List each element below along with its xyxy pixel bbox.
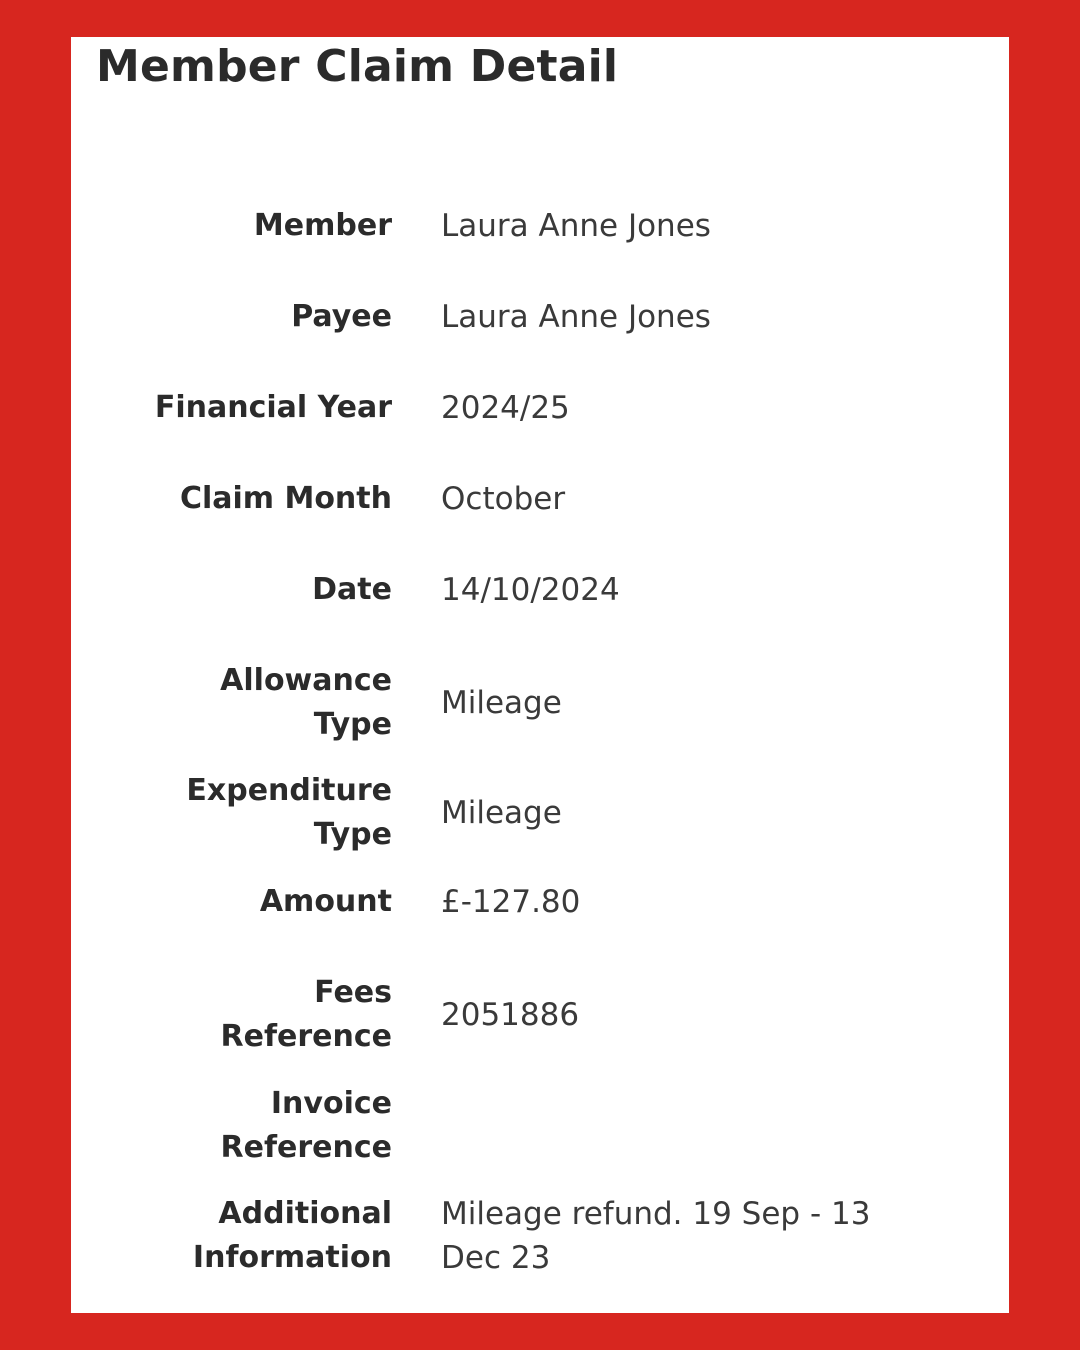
claim-detail-card [71,37,1009,1313]
field-label-payee: Payee [291,299,392,334]
field-value-claim-month: October [441,481,566,517]
field-label-expenditure-type-line2: Type [313,817,392,852]
field-value-member: Laura Anne Jones [441,208,711,244]
field-label-amount: Amount [259,884,392,919]
field-label-additional-information-line1: Additional [218,1196,392,1231]
field-label-allowance-type-line2: Type [313,707,392,742]
field-label-expenditure-type-line1: Expenditure [186,773,392,808]
page-title: Member Claim Detail [96,41,619,92]
field-value-additional-information-line1: Mileage refund. 19 Sep - 13 [441,1196,871,1232]
field-value-fees-reference: 2051886 [441,997,580,1033]
field-label-claim-month: Claim Month [179,481,392,516]
field-label-financial-year: Financial Year [154,390,392,425]
field-label-invoice-reference-line2: Reference [220,1130,392,1165]
field-label-date: Date [312,572,392,607]
field-label-member: Member [253,208,392,243]
field-label-fees-reference-line2: Reference [220,1019,392,1054]
field-value-date: 14/10/2024 [441,572,620,608]
field-label-additional-information-line2: Information [192,1240,392,1275]
field-label-allowance-type-line1: Allowance [220,663,392,698]
field-value-allowance-type: Mileage [441,685,562,721]
field-label-fees-reference-line1: Fees [314,975,392,1010]
field-label-invoice-reference [221,1082,392,1170]
field-label-invoice-reference-line1: Invoice [270,1086,392,1121]
field-value-payee: Laura Anne Jones [441,299,711,335]
field-label-allowance-type [220,659,392,747]
field-value-additional-information [441,1192,941,1280]
field-value-financial-year: 2024/25 [441,390,570,426]
field-value-additional-information-line2: Dec 23 [441,1240,551,1276]
field-value-expenditure-type: Mileage [441,795,562,831]
field-label-expenditure-type [186,769,392,857]
field-label-additional-information [193,1192,392,1280]
field-value-amount: £-127.80 [441,884,581,920]
field-label-fees-reference [221,971,392,1059]
